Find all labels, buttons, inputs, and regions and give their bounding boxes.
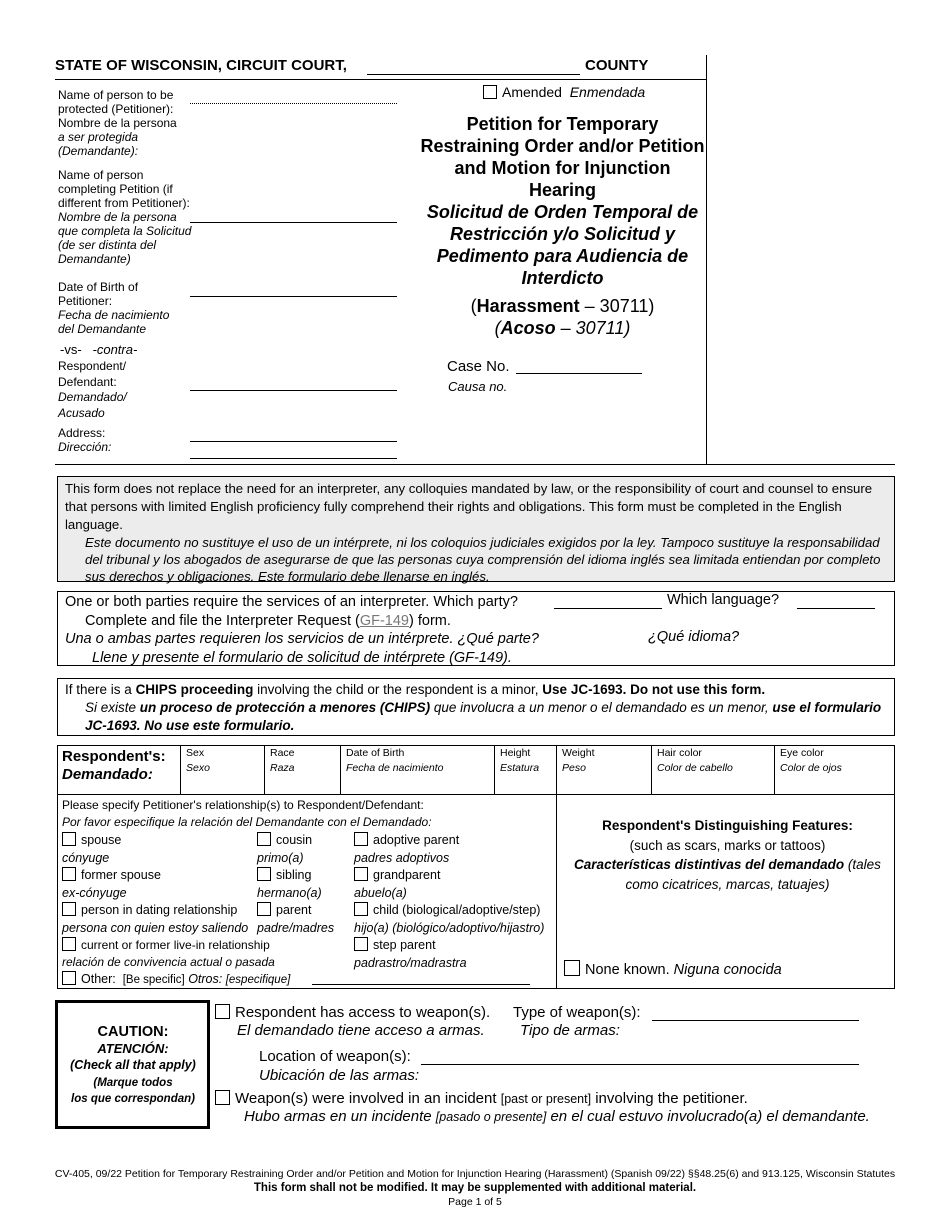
page-number: Page 1 of 5 <box>448 1196 502 1208</box>
relationship-option-dating[interactable]: person in dating relationship <box>62 902 275 920</box>
weapon-incident-checkbox[interactable] <box>215 1090 230 1105</box>
other-relationship-line[interactable] <box>312 984 530 985</box>
amended-option[interactable]: Amended Enmendada <box>483 84 645 100</box>
relationship-option-adoptive-parent[interactable]: adoptive parent <box>354 832 544 850</box>
relationship-column-2: cousin primo(a) sibling hermano(a) parent padre/madres <box>257 833 335 935</box>
eye-color-cell[interactable]: Eye color Color de ojos <box>780 747 842 774</box>
county-name-line[interactable] <box>367 74 580 75</box>
footer-citation: CV-405, 09/22 Petition for Temporary Restraining Order and/or Petition and Motion for Injunction Hearing (Harassment) (Spanish 09/22) §§48.25(6) and 913.125, Wisconsin Statutes <box>54 1168 896 1180</box>
amended-checkbox[interactable] <box>483 85 497 99</box>
respondent-name-line[interactable] <box>190 390 397 391</box>
address-line-2[interactable] <box>190 458 397 459</box>
respondent-label: Respondent/ Defendant: Demandado/ Acusado <box>58 359 127 420</box>
weapon-location-line[interactable] <box>421 1064 859 1065</box>
interpreter-party-line[interactable] <box>554 608 662 609</box>
harassment-code: (Harassment – 30711) <box>470 296 655 316</box>
dob-label: Date of Birth of Petitioner: Fecha de nacimiento del Demandante <box>58 280 170 336</box>
interpreter-language-line[interactable] <box>797 608 875 609</box>
respondent-heading: Respondent's: Demandado: <box>62 748 166 783</box>
relationship-option-cousin[interactable]: cousin <box>257 832 334 850</box>
relationship-option-live-in[interactable]: current or former live-in relationship <box>62 937 275 955</box>
completer-name-line[interactable] <box>190 222 397 223</box>
hair-color-cell[interactable]: Hair color Color de cabello <box>652 746 775 794</box>
weapon-type-label: Type of weapon(s): <box>513 1004 641 1021</box>
weapon-access-checkbox[interactable] <box>215 1004 230 1019</box>
footer-notice: This form shall not be modified. It may be supplemented with additional material. <box>253 1182 697 1194</box>
checkbox[interactable] <box>62 902 76 916</box>
other-checkbox[interactable] <box>62 971 76 985</box>
court-heading: STATE OF WISCONSIN, CIRCUIT COURT, <box>55 57 347 74</box>
caution-label: CAUTION: ATENCIÓN: (Check all that apply) (Marque todos los que correspondan) <box>70 1024 196 1105</box>
petitioner-name-line[interactable] <box>190 103 397 104</box>
none-known-option[interactable]: None known. Niguna conocida <box>564 960 782 978</box>
checkbox[interactable] <box>354 867 368 881</box>
checkbox[interactable] <box>354 937 368 951</box>
checkbox[interactable] <box>354 902 368 916</box>
address-label: Address: Dirección: <box>58 426 112 454</box>
checkbox[interactable] <box>62 937 76 951</box>
county-label: COUNTY <box>585 57 649 74</box>
petitioner-label: Name of person to be protected (Petitioner): Nombre de la persona a ser protegida (Demandante): <box>58 88 177 158</box>
weapon-incident-option[interactable]: Weapon(s) were involved in an incident [past or present] involving the petitioner. Hubo armas en un incidente [pasado o presente] en el cual estuvo involucrado(a) el demandante. <box>215 1090 870 1126</box>
dob-cell[interactable]: Date of Birth Fecha de nacimiento <box>341 746 495 794</box>
respondent-description-table <box>181 746 895 794</box>
relationship-option-parent[interactable]: parent <box>257 902 334 920</box>
relationship-option-grandparent[interactable]: grandparent <box>354 867 544 885</box>
interpreter-section: One or both parties require the services of an interpreter. Which party? Complete and file the Interpreter Request (GF-149) form. Una o ambas partes requieren los servicios de un intérprete. ¿Qué parte? Llene y presente el formulario de solicitud de intérprete (GF-149). <box>57 591 895 666</box>
caption-vertical-divider <box>706 55 707 465</box>
relationship-column-1: spouse cónyuge former spouse ex-cónyuge person in dating relationship persona con quien estoy saliendo current or former live-in relationship relación de convivencia actual o pasada <box>62 833 275 969</box>
relationship-option-former-spouse[interactable]: former spouse <box>62 867 275 885</box>
relationship-option-sibling[interactable]: sibling <box>257 867 334 885</box>
chips-notice: If there is a CHIPS proceeding involving the child or the respondent is a minor, Use JC-1693. Do not use this form. Si existe un proceso de protección a menores (CHIPS) que involucra a un menor o el demandado es un menor, use el formulario JC-1693. No use este formulario. <box>57 678 895 736</box>
features-divider <box>556 794 557 989</box>
completer-label: Name of person completing Petition (if different from Petitioner): Nombre de la persona que completa la Solicitud (de ser distinta del Demandante) <box>58 168 192 266</box>
weapon-location-label: Location of weapon(s): Ubicación de las armas: <box>259 1048 420 1084</box>
checkbox[interactable] <box>62 832 76 846</box>
height-cell[interactable]: Height Estatura <box>495 746 557 794</box>
relationship-column-3: adoptive parent padres adoptivos grandparent abuelo(a) child (biological/adoptive/step) hijo(a) (biológico/adoptivo/hijastro) step parent padrastro/madrastra <box>354 833 545 970</box>
checkbox[interactable] <box>257 902 271 916</box>
distinguishing-features: Respondent's Distinguishing Features: (such as scars, marks or tattoos) Características distintivas del demandado (tales como cicatrices, marcas, tatuajes) <box>574 818 881 892</box>
address-line-1[interactable] <box>190 441 397 442</box>
relationship-prompt: Please specify Petitioner's relationship(s) to Respondent/Defendant: Por favor especifique la relación del Demandante con el Demandado: <box>62 798 432 829</box>
caption-bottom-rule <box>55 464 895 465</box>
weight-cell[interactable]: Weight Peso <box>557 746 652 794</box>
relationship-other[interactable]: Other: [Be specific] Otros: [especifique] <box>62 971 290 986</box>
que-idioma-label: ¿Qué idioma? <box>648 629 740 645</box>
form-title: Petition for Temporary Restraining Order and/or Petition and Motion for Injunction Hearing <box>420 114 705 200</box>
weapon-access-option[interactable]: Respondent has access to weapon(s). El demandado tiene acceso a armas. <box>215 1004 490 1040</box>
race-cell[interactable]: Race Raza <box>265 746 341 794</box>
relationship-option-step-parent[interactable]: step parent <box>354 937 544 955</box>
sex-cell[interactable]: Sex Sexo <box>181 746 265 794</box>
table-row-rule <box>57 794 895 795</box>
relationship-option-child[interactable]: child (biological/adoptive/step) <box>354 902 544 920</box>
which-language-label: Which language? <box>667 592 780 608</box>
checkbox[interactable] <box>257 867 271 881</box>
checkbox[interactable] <box>354 832 368 846</box>
none-known-checkbox[interactable] <box>564 960 580 976</box>
header-underline <box>55 79 707 80</box>
form-title-spanish: Solicitud de Orden Temporal de Restricción y/o Solicitud y Pedimento para Audiencia de Interdicto <box>426 202 699 288</box>
case-no-label: Case No. <box>447 358 510 375</box>
weapon-type-line[interactable] <box>652 1020 859 1021</box>
checkbox[interactable] <box>62 867 76 881</box>
case-no-line[interactable] <box>516 373 642 374</box>
causa-no-label: Causa no. <box>448 379 508 394</box>
weapon-type-label-es: Tipo de armas: <box>520 1022 620 1039</box>
acoso-code: (Acoso – 30711) <box>494 318 631 338</box>
gf-149-link[interactable]: GF-149 <box>359 612 410 629</box>
versus-label: -vs- -contra- <box>60 342 138 357</box>
dob-line[interactable] <box>190 296 397 297</box>
footer <box>0 1167 950 1209</box>
relationship-option-spouse[interactable]: spouse <box>62 832 275 850</box>
language-notice: This form does not replace the need for an interpreter, any colloquies mandated by law, or the responsibility of court and counsel to ensure that persons with limited English proficiency fully comprehend their rights and obligations. This form must be completed in the English language. Este documento no sustituye el uso de un intérprete, ni los coloquios judiciales exigidos por la ley. Tampoco sustituye la responsabilidad del tribunal y los abogados de asegurarse de que las personas cuya comprensión del idioma inglés sea limitada entiendan por completo sus derechos y obligaciones. Este formulario debe llenarse en inglés. <box>57 476 895 582</box>
checkbox[interactable] <box>257 832 271 846</box>
